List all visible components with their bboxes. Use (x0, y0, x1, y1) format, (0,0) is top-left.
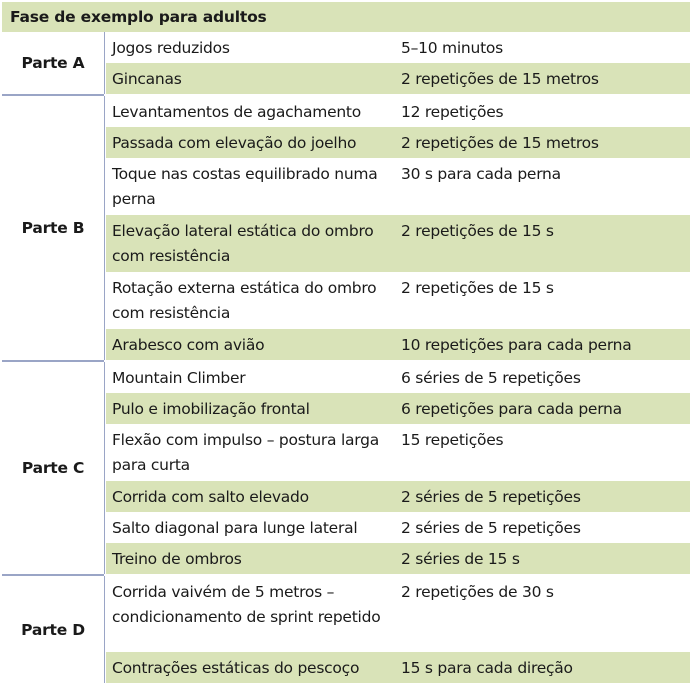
exercise-cell: Toque nas costas equilibrado numa perna (112, 165, 378, 208)
amount-cell: 2 repetições de 30 s (401, 583, 554, 601)
table-row (106, 512, 690, 543)
amount-cell: 12 repetições (401, 103, 504, 121)
amount-cell: 30 s para cada perna (401, 165, 561, 183)
exercise-table (2, 2, 690, 685)
table-row (106, 652, 690, 683)
exercise-cell: Treino de ombros (112, 550, 242, 568)
column-divider (104, 362, 105, 574)
table-row (106, 576, 690, 652)
exercise-cell: Jogos reduzidos (112, 39, 230, 57)
amount-cell: 15 repetições (401, 431, 504, 449)
amount-cell: 10 repetições para cada perna (401, 336, 632, 354)
amount-cell: 2 séries de 15 s (401, 550, 520, 568)
amount-cell: 2 repetições de 15 s (401, 279, 554, 297)
exercise-cell: Corrida vaivém de 5 metros – condicionamento de sprint repetido (112, 583, 381, 626)
table-row (106, 215, 690, 272)
table-row (106, 543, 690, 574)
exercise-cell: Rotação externa estática do ombro com resistência (112, 279, 377, 322)
column-divider (104, 576, 105, 683)
amount-cell: 2 repetições de 15 metros (401, 134, 599, 152)
amount-cell: 2 repetições de 15 s (401, 222, 554, 240)
part-label: Parte B (21, 219, 85, 237)
part-separator (2, 360, 104, 362)
amount-cell: 6 repetições para cada perna (401, 400, 622, 418)
part-label: Parte A (21, 54, 85, 72)
exercise-cell: Mountain Climber (112, 369, 246, 387)
table-row (106, 32, 690, 63)
table-row (106, 424, 690, 481)
table-row (106, 393, 690, 424)
exercise-cell: Pulo e imobilização frontal (112, 400, 310, 418)
amount-cell: 6 séries de 5 repetições (401, 369, 581, 387)
exercise-cell: Levantamentos de agachamento (112, 103, 361, 121)
amount-cell: 5–10 minutos (401, 39, 503, 57)
part-separator (2, 94, 104, 96)
exercise-cell: Corrida com salto elevado (112, 488, 309, 506)
amount-cell: 15 s para cada direção (401, 659, 573, 677)
table-row (106, 63, 690, 94)
table-row (106, 158, 690, 215)
part-separator (2, 574, 104, 576)
exercise-cell: Elevação lateral estática do ombro com resistência (112, 222, 374, 265)
table-row (106, 329, 690, 360)
exercise-cell: Contrações estáticas do pescoço (112, 659, 360, 677)
amount-cell: 2 repetições de 15 metros (401, 70, 599, 88)
table-row (106, 96, 690, 127)
exercise-cell: Arabesco com avião (112, 336, 265, 354)
column-divider (104, 32, 105, 94)
amount-cell: 2 séries de 5 repetições (401, 488, 581, 506)
table-row (106, 362, 690, 393)
table-title: Fase de exemplo para adultos (2, 2, 690, 32)
exercise-cell: Salto diagonal para lunge lateral (112, 519, 358, 537)
exercise-cell: Passada com elevação do joelho (112, 134, 357, 152)
exercise-cell: Gincanas (112, 70, 182, 88)
part-label: Parte C (21, 459, 85, 477)
table-row (106, 481, 690, 512)
amount-cell: 2 séries de 5 repetições (401, 519, 581, 537)
exercise-cell: Flexão com impulso – postura larga para curta (112, 431, 379, 474)
part-label: Parte D (21, 620, 85, 639)
table-row (106, 127, 690, 158)
column-divider (104, 96, 105, 360)
table-row (106, 272, 690, 329)
